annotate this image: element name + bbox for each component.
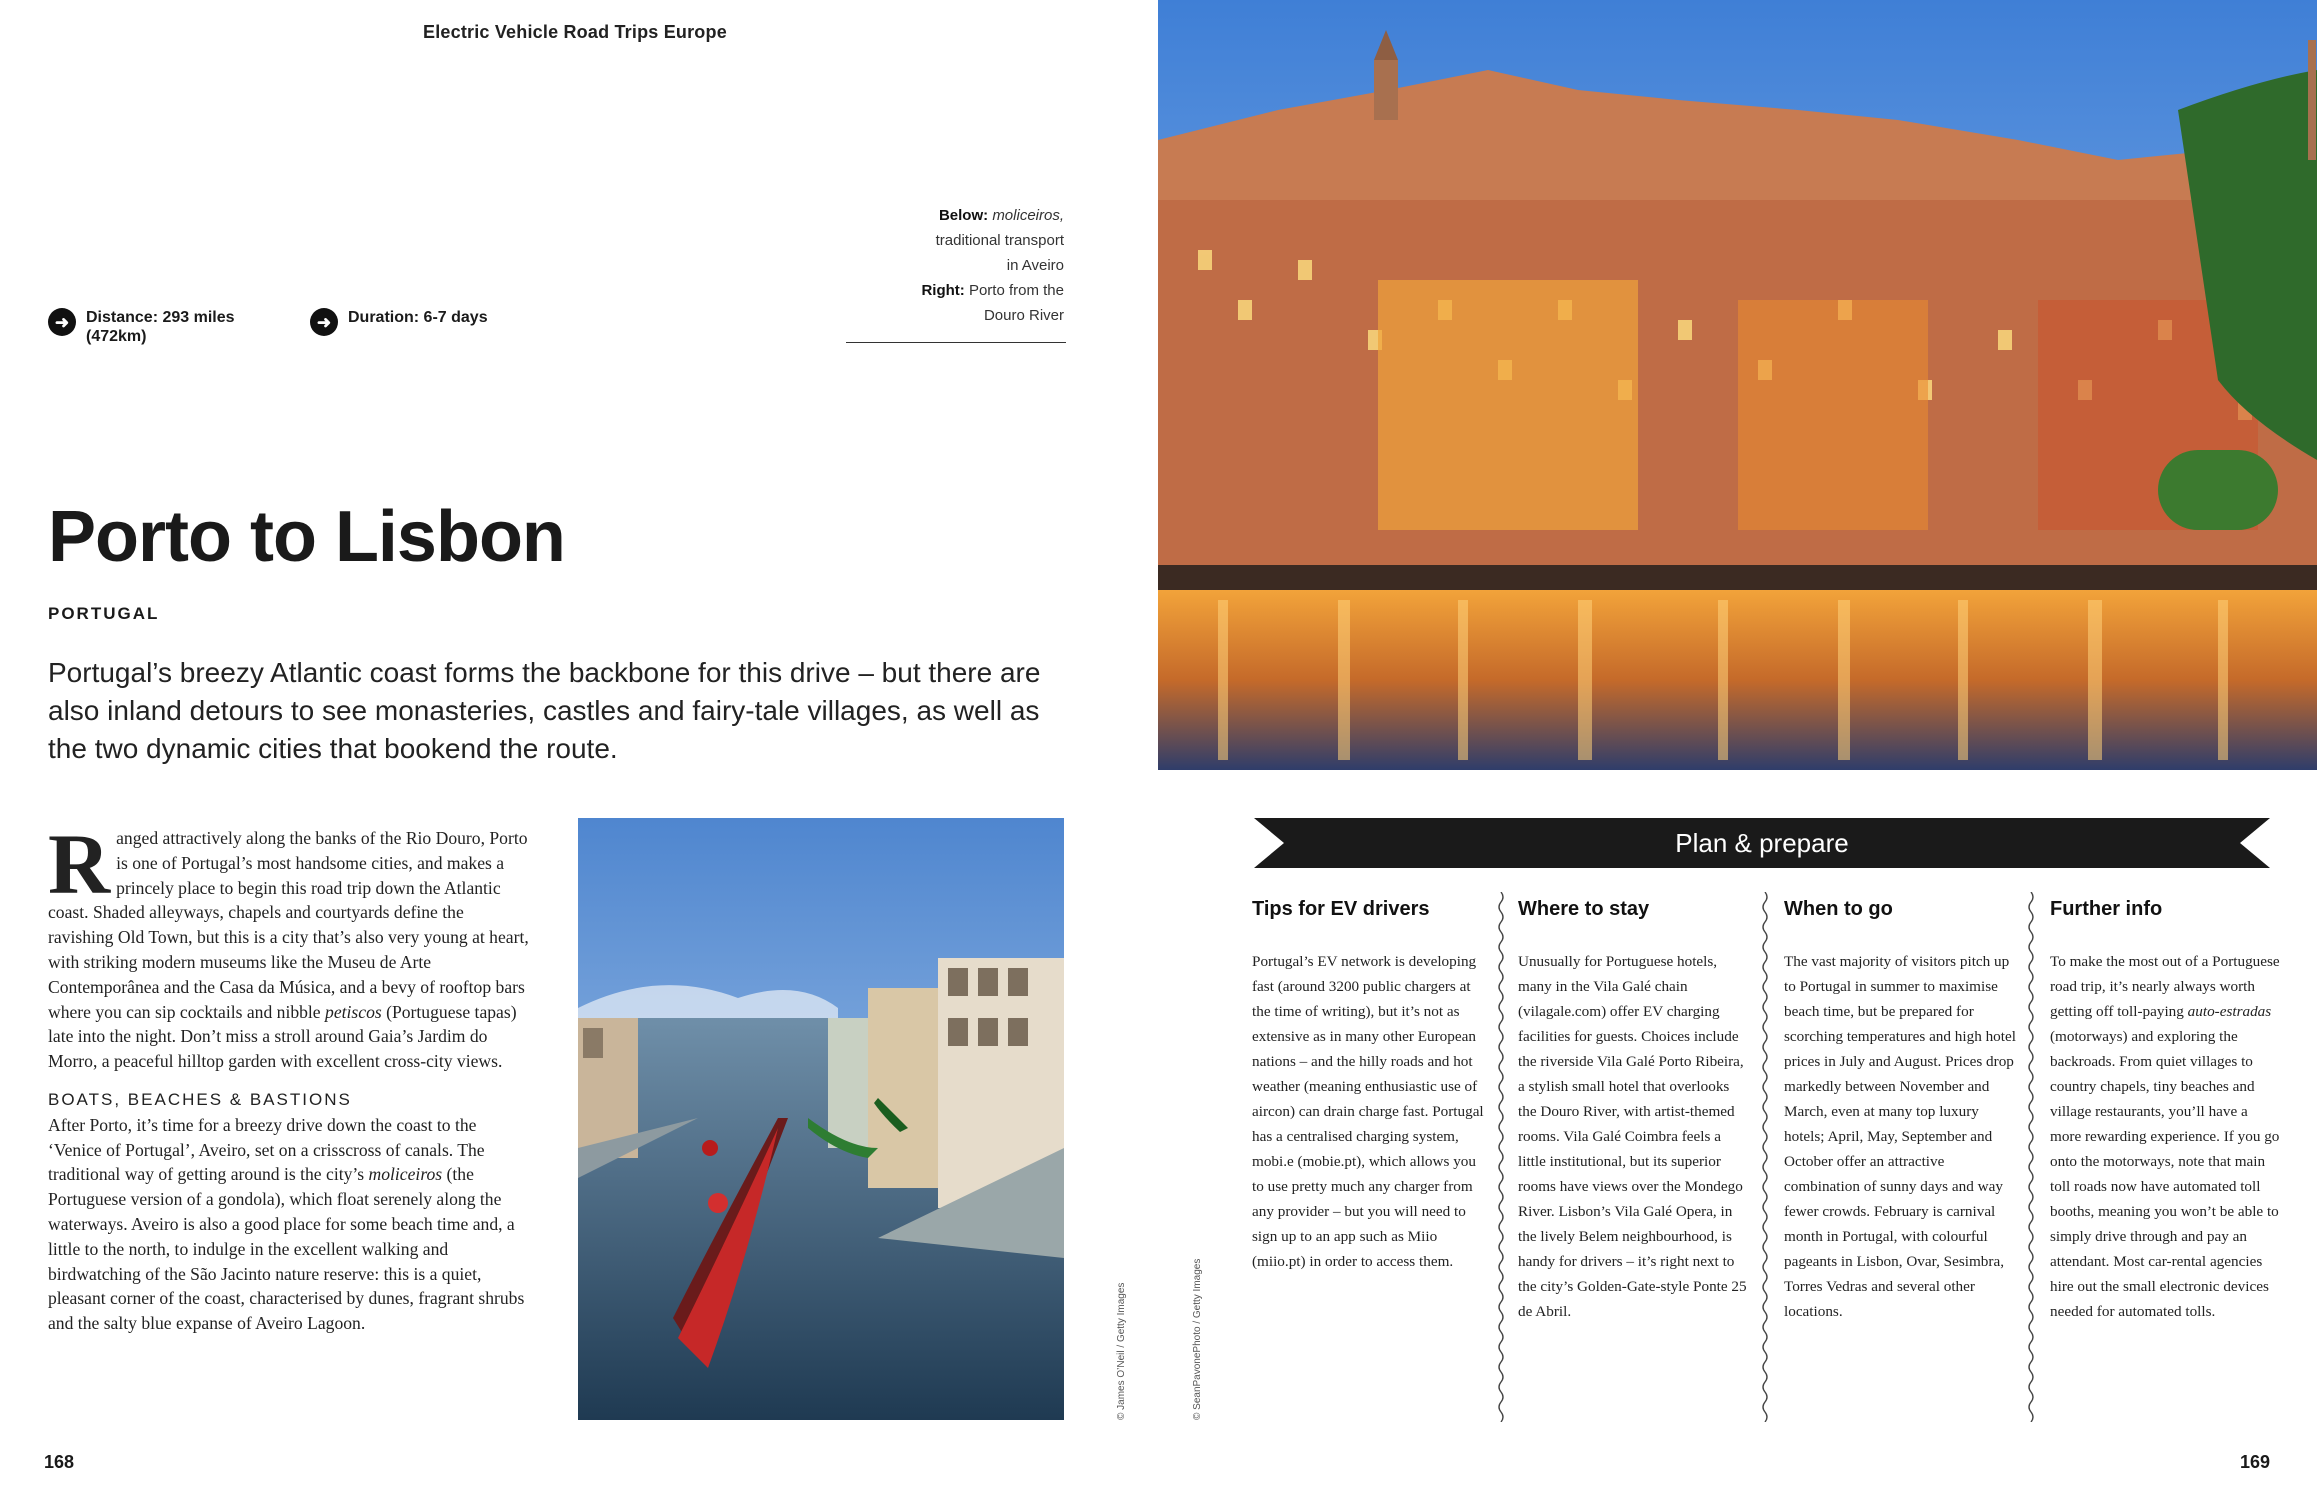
plan-text-part: To make the most out of a Portuguese road trip, it’s nearly always worth getting off toll-paying (2050, 953, 2280, 1020)
plan-text (2050, 949, 2282, 1324)
caption-below-label: Below: (938, 207, 989, 224)
aveiro-canal-photo (578, 818, 1064, 1420)
plan-text: Unusually for Portuguese hotels, many in the Vila Galé chain (vilagale.com) offer EV charging facilities for guests. Choices include the riverside Vila Galé Porto Ribeira, a stylish small hotel that overlooks the Douro River, with artist-themed rooms. Vila Galé Coimbra feels a little institutional, but its superior rooms have views over the Mondego River. Lisbon’s Vila Galé Opera, in the lively Belem neighbourhood, is handy for drivers – it’s right next to the city’s Golden-Gate-style Ponte 25 de Abril. (1518, 953, 1747, 1320)
body-text: (Portuguese tapas) late into the night. Don’t miss a stroll around Gaia’s Jardim do Morro, a peaceful hilltop garden with excellent cross-city views. (48, 1001, 517, 1072)
body-text: After Porto, it’s time for a breezy drive down the coast to the ‘Venice of Portugal’, Aveiro, set on a crisscross of canals. The traditional way of getting around is the city’s (48, 1114, 485, 1185)
plan-heading: Further info (2050, 898, 2163, 920)
caption-right-line: Porto from the (968, 282, 1064, 299)
plan-column-further-info (2050, 898, 2282, 1324)
drop-cap: R (48, 816, 111, 912)
caption-right-line: Douro River (983, 307, 1064, 324)
arrow-right-circle-icon: ➜ (310, 308, 338, 336)
body-column (48, 816, 530, 1336)
plan-column-when-to-go (1784, 898, 2016, 1324)
wavy-divider (1496, 892, 1506, 1422)
plan-banner-title: Plan & prepare (1675, 828, 1849, 858)
wavy-divider (2026, 892, 2036, 1422)
page-number-right: 169 (2240, 1452, 2271, 1472)
body-italic: petiscos (325, 1001, 382, 1022)
country-label: PORTUGAL (48, 604, 160, 623)
distance-metric: (472km) (86, 328, 147, 345)
plan-heading: When to go (1784, 898, 1893, 920)
plan-column-ev-tips (1252, 898, 1484, 1274)
page-title: Porto to Lisbon (48, 497, 565, 577)
page-number-left: 168 (44, 1452, 75, 1472)
distance-text (86, 308, 235, 346)
photo-credit-left: © James O’Neil / Getty Images (1116, 1282, 1127, 1420)
body-paragraph-1 (48, 816, 530, 1074)
plan-text-part: (motorways) and exploring the backroads. From quiet villages to country chapels, tiny beaches and village restaurants, you’ll have a more rewarding experience. If you go onto the motorways, note that main toll roads now have automated toll booths, meaning you won’t be able to simply drive through and pay an attendant. Most car-rental agencies hire out the small electronic devices needed for automated tolls. (2050, 1028, 2280, 1320)
caption-below-italic: moliceiros, (992, 207, 1064, 224)
distance-value: Distance: 293 miles (86, 309, 235, 326)
photo-captions (824, 203, 1064, 328)
section-subhead: BOATS, BEACHES & BASTIONS (48, 1089, 352, 1109)
photo-credit-right: © SeanPavonePhoto / Getty Images (1192, 1258, 1203, 1420)
duration-stat (310, 308, 488, 336)
plan-text: Portugal’s EV network is developing fast (around 3200 public chargers at the time of writing), but it’s not as extensive as in many other European nations – and the hilly roads and hot weather (meaning enthusiastic use of aircon) can drain charge fast. Portugal has a centralised charging system, mobi.e (mobie.pt), which allows you to use pretty much any charger from any provider – but you will need to sign up to an app such as Miio (miio.pt) in order to access them. (1252, 953, 1484, 1270)
running-header: Electric Vehicle Road Trips Europe (423, 22, 727, 42)
arrow-right-circle-icon: ➜ (48, 308, 76, 336)
caption-below-line: in Aveiro (1006, 257, 1064, 274)
plan-heading: Tips for EV drivers (1252, 898, 1430, 920)
wavy-divider (1760, 892, 1770, 1422)
body-italic: moliceiros (368, 1164, 443, 1185)
caption-right-label: Right: (921, 282, 965, 299)
plan-heading: Where to stay (1518, 898, 1650, 920)
plan-text-italic: auto-estradas (2187, 1003, 2272, 1020)
body-text: (the Portuguese version of a gondola), which float serenely along the waterways. Aveiro is also a good place for some beach time and, a little to the north, to indulge in the excellent walking and birdwatching of the São Jacinto nature reserve: this is a quiet, pleasant corner of the coast, characterised by dunes, fragrant shrubs and the salty blue expanse of Aveiro Lagoon. (48, 1164, 525, 1334)
porto-river-photo (1158, 0, 2317, 770)
distance-stat (48, 308, 235, 346)
duration-text: Duration: 6-7 days (348, 309, 488, 326)
body-text: anged attractively along the banks of the Rio Douro, Porto is one of Portugal’s most handsome cities, and makes a princely place to begin this road trip down the Atlantic coast. Shaded alleyways, chapels and courtyards define the ravishing Old Town, but this is a city that’s also very young at heart, with striking modern museums like the Museu de Arte Contemporânea and the Casa da Música, and a bevy of rooftop bars where you can sip cocktails and nibble (48, 828, 529, 1022)
plan-column-where-to-stay (1518, 898, 1750, 1324)
body-paragraph-2 (48, 1113, 530, 1336)
plan-text: The vast majority of visitors pitch up to Portugal in summer to maximise beach time, but be prepared for scorching temperatures and high hotel prices in July and August. Prices drop markedly between November and March, even at many top luxury hotels; April, May, September and October offer an attractive combination of sunny days and way fewer crowds. February is carnival month in Portugal, with colourful pageants in Lisbon, Ovar, Sesimbra, Torres Vedras and several other locations. (1784, 953, 2016, 1320)
caption-divider (846, 342, 1066, 343)
lede-paragraph: Portugal’s breezy Atlantic coast forms the backbone for this drive – but there are also inland detours to see monasteries, castles and fairy-tale villages, as well as the two dynamic cities that bookend the route. (48, 657, 1041, 764)
caption-below-line: traditional transport (935, 232, 1064, 249)
